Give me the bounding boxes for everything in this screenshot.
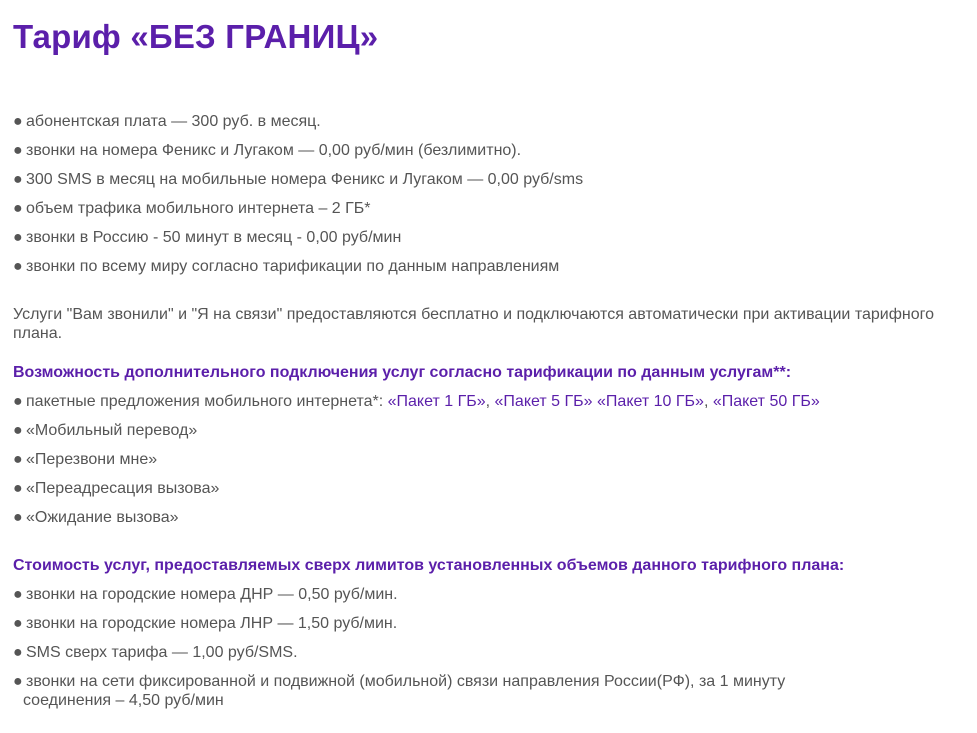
list-item bbox=[13, 112, 968, 141]
list-item bbox=[13, 199, 968, 228]
feature-text: звонки в Россию - 50 минут в месяц - 0,00 руб/мин bbox=[26, 229, 402, 246]
bullet-icon: ● bbox=[13, 480, 23, 497]
list-item bbox=[13, 508, 968, 537]
overlimit-text: SMS сверх тарифа — 1,00 руб/SMS. bbox=[26, 644, 298, 661]
feature-text: абонентская плата — 300 руб. в месяц. bbox=[26, 113, 321, 130]
package-link-50gb[interactable]: «Пакет 50 ГБ» bbox=[712, 393, 820, 410]
feature-text: 300 SMS в месяц на мобильные номера Феникс и Лугаком — 0,00 руб/sms bbox=[26, 171, 584, 188]
addons-list bbox=[13, 392, 968, 537]
overlimit-text: звонки на сети фиксированной и подвижной (мобильной) связи направления России(РФ), за 1 минуту bbox=[26, 673, 786, 690]
list-item bbox=[13, 672, 968, 710]
bullet-icon: ● bbox=[13, 586, 23, 603]
list-item bbox=[13, 228, 968, 257]
bullet-icon: ● bbox=[13, 393, 23, 410]
bullet-icon: ● bbox=[13, 644, 23, 661]
addons-heading: Возможность дополнительного подключения услуг согласно тарификации по данным услугам**: bbox=[13, 364, 792, 381]
bullet-icon: ● bbox=[13, 171, 23, 188]
list-item bbox=[13, 392, 968, 421]
overlimit-text: звонки на городские номера ДНР — 0,50 руб/мин. bbox=[26, 586, 398, 603]
feature-text: звонки по всему миру согласно тарификации по данным направлениям bbox=[26, 258, 560, 275]
page-title: Тариф «БЕЗ ГРАНИЦ» bbox=[13, 18, 379, 55]
feature-text: звонки на номера Феникс и Лугаком — 0,00 руб/мин (безлимитно). bbox=[26, 142, 522, 159]
bullet-icon: ● bbox=[13, 258, 23, 275]
list-item bbox=[13, 479, 968, 508]
addon-text: «Мобильный перевод» bbox=[26, 422, 198, 439]
bullet-icon: ● bbox=[13, 615, 23, 632]
package-link-1gb[interactable]: «Пакет 1 ГБ» bbox=[387, 393, 486, 410]
addon-text: «Перезвони мне» bbox=[26, 451, 158, 468]
list-item bbox=[13, 421, 968, 450]
list-item bbox=[13, 450, 968, 479]
package-separator: , bbox=[703, 393, 713, 410]
features-list bbox=[13, 112, 968, 286]
list-item bbox=[13, 585, 968, 614]
feature-text: объем трафика мобильного интернета – 2 ГБ* bbox=[26, 200, 371, 217]
bullet-icon: ● bbox=[13, 451, 23, 468]
package-link-10gb[interactable]: «Пакет 10 ГБ» bbox=[597, 393, 704, 410]
bullet-icon: ● bbox=[13, 673, 23, 690]
list-item bbox=[13, 170, 968, 199]
overlimit-list bbox=[13, 585, 968, 710]
bullet-icon: ● bbox=[13, 229, 23, 246]
list-item bbox=[13, 643, 968, 672]
list-item bbox=[13, 614, 968, 643]
package-separator: , bbox=[485, 393, 495, 410]
bullet-icon: ● bbox=[13, 142, 23, 159]
services-note: Услуги "Вам звонили" и "Я на связи" предоставляются бесплатно и подключаются автоматически при активации тарифного плана. bbox=[13, 306, 934, 342]
list-item bbox=[13, 141, 968, 170]
addon-text: «Ожидание вызова» bbox=[26, 509, 179, 526]
package-link-5gb[interactable]: «Пакет 5 ГБ» bbox=[494, 393, 593, 410]
overlimit-heading: Стоимость услуг, предоставляемых сверх лимитов установленных объемов данного тарифного плана: bbox=[13, 557, 845, 574]
bullet-icon: ● bbox=[13, 422, 23, 439]
bullet-icon: ● bbox=[13, 509, 23, 526]
packages-prefix: пакетные предложения мобильного интернета*: bbox=[26, 393, 388, 410]
overlimit-text: звонки на городские номера ЛНР — 1,50 руб/мин. bbox=[26, 615, 398, 632]
addon-text: «Переадресация вызова» bbox=[26, 480, 220, 497]
bullet-icon: ● bbox=[13, 200, 23, 217]
overlimit-text-continued: соединения – 4,50 руб/мин bbox=[23, 692, 224, 709]
bullet-icon: ● bbox=[13, 113, 23, 130]
list-item bbox=[13, 257, 968, 286]
